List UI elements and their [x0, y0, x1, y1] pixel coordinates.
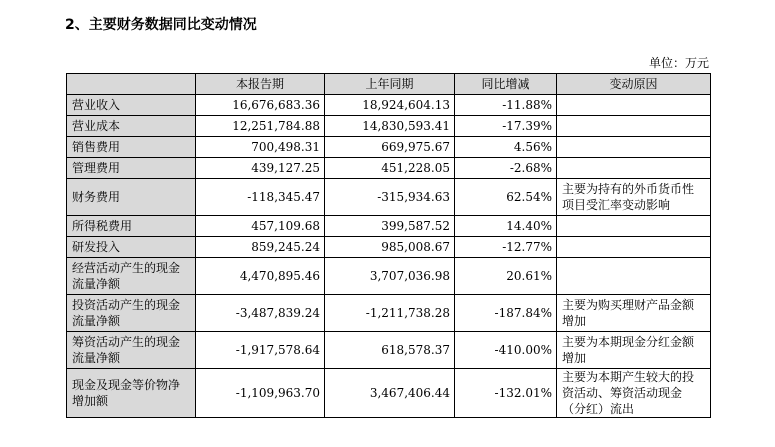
- current-value: 4,470,895.46: [196, 258, 325, 295]
- prior-value: 3,467,406.44: [325, 369, 455, 418]
- row-label: 所得税费用: [67, 216, 196, 237]
- prior-value: 451,228.05: [325, 158, 455, 179]
- change-reason: [557, 237, 711, 258]
- change-value: -2.68%: [455, 158, 557, 179]
- row-label: 研发投入: [67, 237, 196, 258]
- table-row: [67, 369, 711, 418]
- prior-value: -315,934.63: [325, 179, 455, 216]
- change-value: -11.88%: [455, 95, 557, 116]
- change-reason: [557, 158, 711, 179]
- table-row: [67, 95, 711, 116]
- prior-value: -1,211,738.28: [325, 295, 455, 332]
- row-label: 财务费用: [67, 179, 196, 216]
- prior-value: 985,008.67: [325, 237, 455, 258]
- change-reason: 主要为购买理财产品金额增加: [557, 295, 711, 332]
- row-label: 管理费用: [67, 158, 196, 179]
- table-header-row: [67, 74, 711, 95]
- header-prior-period: 上年同期: [325, 74, 455, 95]
- table-row: [67, 258, 711, 295]
- unit-label: 单位：万元: [648, 56, 709, 70]
- change-value: -132.01%: [455, 369, 557, 418]
- change-reason: [557, 137, 711, 158]
- change-value: 62.54%: [455, 179, 557, 216]
- header-item: [67, 74, 196, 95]
- row-label: 销售费用: [67, 137, 196, 158]
- table-row: [67, 237, 711, 258]
- table-row: [67, 216, 711, 237]
- current-value: -1,917,578.64: [196, 332, 325, 369]
- prior-value: 618,578.37: [325, 332, 455, 369]
- current-value: -118,345.47: [196, 179, 325, 216]
- row-label: 投资活动产生的现金流量净额: [67, 295, 196, 332]
- table-row: [67, 295, 711, 332]
- prior-value: 18,924,604.13: [325, 95, 455, 116]
- financial-data-table: [66, 73, 711, 418]
- change-reason: [557, 216, 711, 237]
- current-value: 457,109.68: [196, 216, 325, 237]
- prior-value: 14,830,593.41: [325, 116, 455, 137]
- row-label: 筹资活动产生的现金流量净额: [67, 332, 196, 369]
- current-value: 16,676,683.36: [196, 95, 325, 116]
- change-value: -187.84%: [455, 295, 557, 332]
- table-row: [67, 116, 711, 137]
- prior-value: 3,707,036.98: [325, 258, 455, 295]
- prior-value: 399,587.52: [325, 216, 455, 237]
- header-current-period: 本报告期: [196, 74, 325, 95]
- change-value: -12.77%: [455, 237, 557, 258]
- row-label: 经营活动产生的现金流量净额: [67, 258, 196, 295]
- change-value: 20.61%: [455, 258, 557, 295]
- change-value: -410.00%: [455, 332, 557, 369]
- table-row: [67, 332, 711, 369]
- current-value: 12,251,784.88: [196, 116, 325, 137]
- table-row: [67, 158, 711, 179]
- current-value: 700,498.31: [196, 137, 325, 158]
- current-value: 439,127.25: [196, 158, 325, 179]
- change-value: 4.56%: [455, 137, 557, 158]
- change-reason: 主要为本期产生较大的投资活动、筹资活动现金（分红）流出: [557, 369, 711, 418]
- change-value: -17.39%: [455, 116, 557, 137]
- change-reason: 主要为持有的外币货币性项目受汇率变动影响: [557, 179, 711, 216]
- change-reason: [557, 116, 711, 137]
- current-value: -1,109,963.70: [196, 369, 325, 418]
- current-value: -3,487,839.24: [196, 295, 325, 332]
- row-label: 现金及现金等价物净增加额: [67, 369, 196, 418]
- row-label: 营业收入: [67, 95, 196, 116]
- table-row: [67, 179, 711, 216]
- current-value: 859,245.24: [196, 237, 325, 258]
- change-reason: [557, 95, 711, 116]
- change-reason: 主要为本期现金分红金额增加: [557, 332, 711, 369]
- section-heading: 2、主要财务数据同比变动情况: [65, 17, 257, 33]
- change-value: 14.40%: [455, 216, 557, 237]
- header-reason: 变动原因: [557, 74, 711, 95]
- change-reason: [557, 258, 711, 295]
- row-label: 营业成本: [67, 116, 196, 137]
- prior-value: 669,975.67: [325, 137, 455, 158]
- header-yoy-change: 同比增减: [455, 74, 557, 95]
- table-row: [67, 137, 711, 158]
